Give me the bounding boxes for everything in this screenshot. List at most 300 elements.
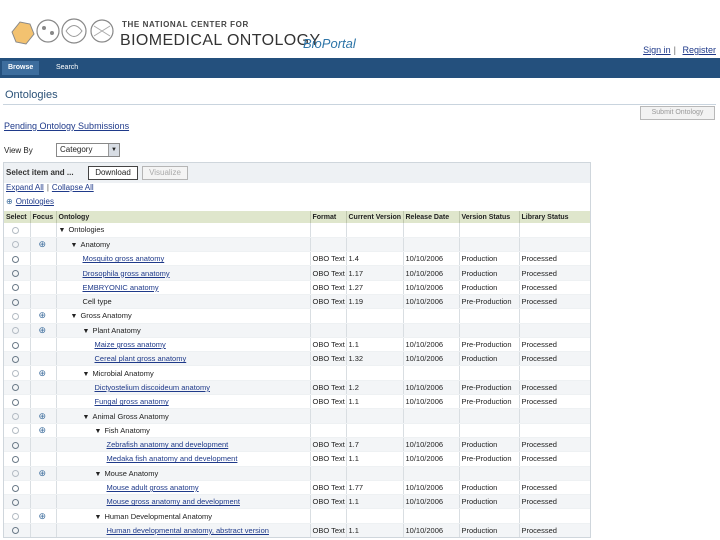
ncbo-logo-icon	[8, 14, 116, 48]
ontology-link[interactable]: Mouse gross anatomy and development	[106, 497, 240, 507]
select-cell	[4, 337, 30, 351]
release-date-cell: 10/10/2006	[403, 352, 459, 366]
focus-cell	[30, 294, 56, 308]
release-date-cell	[403, 366, 459, 380]
focus-cell	[30, 423, 56, 437]
focus-cell	[30, 323, 56, 337]
ontology-cell	[56, 266, 310, 280]
select-radio[interactable]	[12, 470, 19, 477]
version-cell: 1.27	[346, 280, 403, 294]
version-status-cell: Production	[459, 280, 519, 294]
version-cell: 1.17	[346, 266, 403, 280]
version-cell	[346, 223, 403, 237]
version-cell	[346, 309, 403, 323]
version-status-cell	[459, 466, 519, 480]
select-cell	[4, 280, 30, 294]
link-separator: |	[673, 45, 676, 55]
version-cell	[346, 323, 403, 337]
library-status-cell	[519, 237, 591, 251]
version-status-cell: Production	[459, 252, 519, 266]
select-radio[interactable]	[12, 284, 19, 291]
select-cell	[4, 395, 30, 409]
release-date-cell: 10/10/2006	[403, 523, 459, 537]
version-status-cell: Pre-Production	[459, 395, 519, 409]
ontology-cell	[56, 337, 310, 351]
select-radio[interactable]	[12, 313, 19, 320]
select-cell	[4, 466, 30, 480]
format-cell: OBO Text	[310, 294, 346, 308]
category-label: Cell type	[82, 297, 112, 307]
column-header: Format	[310, 211, 346, 223]
ontology-link[interactable]: Human developmental anatomy, abstract version	[106, 525, 269, 535]
format-cell	[310, 323, 346, 337]
library-status-cell: Processed	[519, 294, 591, 308]
select-radio[interactable]	[12, 384, 19, 391]
library-status-cell: Processed	[519, 437, 591, 451]
column-header: Current Version	[346, 211, 403, 223]
table-row[interactable]	[4, 323, 591, 337]
ontology-cell	[56, 509, 310, 523]
table-row[interactable]	[4, 337, 591, 351]
library-status-cell	[519, 309, 591, 323]
version-status-cell	[459, 309, 519, 323]
version-cell: 1.4	[346, 252, 403, 266]
library-status-cell: Processed	[519, 480, 591, 494]
version-status-cell	[459, 423, 519, 437]
format-cell: OBO Text	[310, 252, 346, 266]
format-cell	[310, 237, 346, 251]
select-cell	[4, 409, 30, 423]
ontology-link[interactable]: Maize gross anatomy	[94, 340, 166, 350]
expand-triangle-icon[interactable]: ▼	[70, 313, 78, 321]
table-row[interactable]	[4, 480, 591, 494]
ontology-cell	[56, 252, 310, 266]
select-cell	[4, 366, 30, 380]
focus-cell	[30, 480, 56, 494]
version-status-cell: Production	[459, 352, 519, 366]
format-cell: OBO Text	[310, 495, 346, 509]
focus-cell	[30, 452, 56, 466]
release-date-cell: 10/10/2006	[403, 437, 459, 451]
version-cell: 1.19	[346, 294, 403, 308]
column-header: Select	[4, 211, 30, 223]
focus-cell	[30, 380, 56, 394]
ontology-link[interactable]: Drosophila gross anatomy	[82, 268, 170, 278]
column-header: Version Status	[459, 211, 519, 223]
format-cell: OBO Text	[310, 395, 346, 409]
version-cell: 1.1	[346, 523, 403, 537]
version-cell: 1.1	[346, 452, 403, 466]
ontology-cell	[56, 323, 310, 337]
select-radio[interactable]	[12, 399, 19, 406]
version-status-cell	[459, 409, 519, 423]
version-cell	[346, 423, 403, 437]
focus-icon[interactable]: ⊕	[38, 310, 47, 321]
release-date-cell: 10/10/2006	[403, 280, 459, 294]
format-cell	[310, 423, 346, 437]
select-radio[interactable]	[12, 456, 19, 463]
focus-cell	[30, 366, 56, 380]
table-row[interactable]	[4, 309, 591, 323]
version-cell	[346, 237, 403, 251]
focus-cell	[30, 352, 56, 366]
focus-cell	[30, 466, 56, 480]
focus-cell	[30, 280, 56, 294]
version-status-cell: Pre-Production	[459, 380, 519, 394]
ontology-cell	[56, 495, 310, 509]
version-status-cell: Production	[459, 266, 519, 280]
expand-triangle-icon[interactable]: ▼	[94, 470, 102, 478]
format-cell: OBO Text	[310, 352, 346, 366]
column-header: Focus	[30, 211, 56, 223]
select-cell	[4, 437, 30, 451]
table-row[interactable]	[4, 294, 591, 308]
release-date-cell	[403, 309, 459, 323]
select-cell	[4, 237, 30, 251]
focus-cell	[30, 266, 56, 280]
ontology-cell	[56, 223, 310, 237]
breadcrumb	[6, 197, 54, 209]
format-cell: OBO Text	[310, 452, 346, 466]
panel-toolbar	[4, 163, 591, 183]
column-header: Ontology	[56, 211, 310, 223]
format-cell: OBO Text	[310, 523, 346, 537]
select-cell	[4, 380, 30, 394]
table-row[interactable]	[4, 252, 591, 266]
format-cell	[310, 366, 346, 380]
select-radio[interactable]	[12, 227, 19, 234]
ontology-link[interactable]: EMBRYONIC anatomy	[82, 282, 159, 292]
table-row[interactable]	[4, 409, 591, 423]
focus-icon[interactable]: ⊕	[38, 324, 47, 335]
table-row[interactable]	[4, 423, 591, 437]
select-radio[interactable]	[12, 270, 19, 277]
sign-in-link[interactable]: Sign in	[643, 45, 671, 55]
select-radio[interactable]	[12, 527, 19, 534]
library-status-cell: Processed	[519, 452, 591, 466]
expand-triangle-icon[interactable]: ▼	[58, 227, 66, 235]
select-radio[interactable]	[12, 370, 19, 377]
select-cell	[4, 509, 30, 523]
user-links	[639, 45, 716, 55]
category-label: Plant Anatomy	[92, 325, 141, 335]
table-row[interactable]	[4, 523, 591, 537]
focus-icon[interactable]: ⊕	[38, 467, 47, 478]
table-header-row	[4, 211, 591, 223]
category-label: Microbial Anatomy	[92, 368, 154, 378]
title-divider	[3, 104, 716, 105]
ontology-link[interactable]: Cereal plant gross anatomy	[94, 354, 187, 364]
ontology-link[interactable]: Zebrafish anatomy and development	[106, 440, 229, 450]
ontology-cell	[56, 409, 310, 423]
library-status-cell: Processed	[519, 380, 591, 394]
select-radio[interactable]	[12, 342, 19, 349]
release-date-cell: 10/10/2006	[403, 337, 459, 351]
version-cell	[346, 466, 403, 480]
expand-triangle-icon[interactable]: ▼	[94, 513, 102, 521]
format-cell	[310, 466, 346, 480]
version-cell	[346, 509, 403, 523]
focus-icon[interactable]: ⊕	[38, 424, 47, 435]
focus-icon: ⊕	[6, 197, 13, 206]
focus-icon[interactable]: ⊕	[38, 238, 47, 249]
chevron-down-icon: ▼	[108, 144, 119, 156]
select-radio[interactable]	[12, 442, 19, 449]
focus-cell	[30, 437, 56, 451]
table-row[interactable]	[4, 452, 591, 466]
expand-triangle-icon[interactable]: ▼	[82, 413, 90, 421]
ontology-link[interactable]: Fungal gross anatomy	[94, 397, 169, 407]
library-status-cell: Processed	[519, 252, 591, 266]
ontology-cell	[56, 480, 310, 494]
focus-cell	[30, 309, 56, 323]
select-cell	[4, 294, 30, 308]
breadcrumb-ontologies[interactable]: Ontologies	[15, 197, 54, 206]
version-status-cell	[459, 237, 519, 251]
nav-bar	[0, 58, 720, 78]
expand-triangle-icon[interactable]: ▼	[94, 427, 102, 435]
table-row[interactable]	[4, 395, 591, 409]
library-status-cell	[519, 509, 591, 523]
submit-ontology-button[interactable]: Submit Ontology	[640, 106, 715, 120]
view-by-label: View By	[4, 146, 33, 155]
format-cell: OBO Text	[310, 437, 346, 451]
category-label: Ontologies	[68, 225, 105, 235]
table-row[interactable]	[4, 495, 591, 509]
release-date-cell: 10/10/2006	[403, 266, 459, 280]
table-row[interactable]	[4, 437, 591, 451]
expand-triangle-icon[interactable]: ▼	[70, 241, 78, 249]
ontology-link[interactable]: Mouse adult gross anatomy	[106, 482, 199, 492]
ontology-cell	[56, 309, 310, 323]
collapse-all-link[interactable]: Collapse All	[51, 183, 94, 192]
table-row[interactable]	[4, 237, 591, 251]
version-cell: 1.32	[346, 352, 403, 366]
version-status-cell: Production	[459, 480, 519, 494]
library-status-cell: Processed	[519, 495, 591, 509]
table-row[interactable]	[4, 509, 591, 523]
version-status-cell	[459, 223, 519, 237]
library-status-cell: Processed	[519, 352, 591, 366]
release-date-cell	[403, 237, 459, 251]
select-cell	[4, 423, 30, 437]
version-cell: 1.1	[346, 337, 403, 351]
release-date-cell: 10/10/2006	[403, 380, 459, 394]
view-by-value: Category	[60, 145, 93, 154]
table-row[interactable]	[4, 380, 591, 394]
ontology-link[interactable]: Mosquito gross anatomy	[82, 254, 165, 264]
select-cell	[4, 323, 30, 337]
release-date-cell: 10/10/2006	[403, 495, 459, 509]
version-status-cell	[459, 323, 519, 337]
ontology-cell	[56, 237, 310, 251]
select-radio[interactable]	[12, 513, 19, 520]
release-date-cell	[403, 423, 459, 437]
focus-cell	[30, 509, 56, 523]
version-cell: 1.2	[346, 380, 403, 394]
focus-cell	[30, 395, 56, 409]
table-row[interactable]	[4, 223, 591, 237]
version-status-cell	[459, 366, 519, 380]
version-cell	[346, 366, 403, 380]
expand-all-link[interactable]: Expand All	[6, 183, 44, 192]
select-radio[interactable]	[12, 427, 19, 434]
release-date-cell	[403, 509, 459, 523]
select-cell	[4, 309, 30, 323]
focus-cell	[30, 252, 56, 266]
tab-browse[interactable]: Browse	[2, 61, 39, 75]
version-cell: 1.77	[346, 480, 403, 494]
library-status-cell: Processed	[519, 395, 591, 409]
download-button[interactable]: Download	[88, 166, 138, 180]
focus-icon[interactable]: ⊕	[38, 510, 47, 521]
release-date-cell: 10/10/2006	[403, 480, 459, 494]
select-cell	[4, 266, 30, 280]
tab-search[interactable]: Search	[56, 64, 79, 71]
ontology-link[interactable]: Medaka fish anatomy and development	[106, 454, 238, 464]
table-row[interactable]	[4, 366, 591, 380]
library-status-cell	[519, 409, 591, 423]
ontology-cell	[56, 423, 310, 437]
select-radio[interactable]	[12, 485, 19, 492]
library-status-cell	[519, 223, 591, 237]
version-status-cell: Pre-Production	[459, 294, 519, 308]
library-status-cell	[519, 466, 591, 480]
select-radio[interactable]	[12, 356, 19, 363]
select-cell	[4, 223, 30, 237]
category-label: Gross Anatomy	[80, 311, 132, 321]
release-date-cell	[403, 466, 459, 480]
ontology-link[interactable]: Dictyostelium discoideum anatomy	[94, 382, 210, 392]
table-row[interactable]	[4, 280, 591, 294]
format-cell	[310, 509, 346, 523]
release-date-cell	[403, 223, 459, 237]
pending-submissions-link[interactable]: Pending Ontology Submissions	[4, 121, 130, 131]
site-header	[0, 0, 720, 58]
focus-cell	[30, 523, 56, 537]
ontology-cell	[56, 280, 310, 294]
select-radio[interactable]	[12, 499, 19, 506]
release-date-cell	[403, 409, 459, 423]
view-by-select[interactable]	[56, 143, 120, 157]
version-cell: 1.1	[346, 395, 403, 409]
focus-icon[interactable]: ⊕	[38, 410, 47, 421]
format-cell: OBO Text	[310, 380, 346, 394]
version-status-cell: Pre-Production	[459, 337, 519, 351]
select-cell	[4, 252, 30, 266]
format-cell: OBO Text	[310, 280, 346, 294]
focus-cell	[30, 337, 56, 351]
column-header: Library Status	[519, 211, 591, 223]
ontology-cell	[56, 294, 310, 308]
version-status-cell	[459, 509, 519, 523]
ontology-cell	[56, 523, 310, 537]
version-status-cell: Production	[459, 523, 519, 537]
select-cell	[4, 480, 30, 494]
ontology-table	[4, 211, 591, 538]
select-radio[interactable]	[12, 299, 19, 306]
release-date-cell: 10/10/2006	[403, 395, 459, 409]
select-radio[interactable]	[12, 241, 19, 248]
format-cell: OBO Text	[310, 266, 346, 280]
library-status-cell: Processed	[519, 337, 591, 351]
format-cell	[310, 309, 346, 323]
expand-triangle-icon[interactable]: ▼	[82, 327, 90, 335]
table-row[interactable]	[4, 352, 591, 366]
page-title: Ontologies	[5, 89, 58, 101]
category-label: Animal Gross Anatomy	[92, 411, 169, 421]
table-row[interactable]	[4, 466, 591, 480]
format-cell	[310, 409, 346, 423]
ontology-cell	[56, 352, 310, 366]
focus-cell	[30, 237, 56, 251]
expand-triangle-icon[interactable]: ▼	[82, 370, 90, 378]
expand-separator: |	[46, 183, 49, 192]
version-status-cell: Production	[459, 495, 519, 509]
select-radio[interactable]	[12, 413, 19, 420]
category-label: Mouse Anatomy	[104, 468, 159, 478]
category-label: Anatomy	[80, 239, 111, 249]
select-cell	[4, 452, 30, 466]
version-cell: 1.7	[346, 437, 403, 451]
ontology-cell	[56, 395, 310, 409]
library-status-cell: Processed	[519, 266, 591, 280]
table-row[interactable]	[4, 266, 591, 280]
format-cell: OBO Text	[310, 337, 346, 351]
version-status-cell: Production	[459, 437, 519, 451]
focus-cell	[30, 409, 56, 423]
library-status-cell	[519, 366, 591, 380]
product-name: BioPortal	[303, 36, 356, 51]
format-cell: OBO Text	[310, 480, 346, 494]
visualize-button[interactable]: Visualize	[142, 166, 188, 180]
org-name-line2: BIOMEDICAL ONTOLOGY	[120, 32, 321, 49]
version-cell	[346, 409, 403, 423]
register-link[interactable]: Register	[682, 45, 716, 55]
library-status-cell: Processed	[519, 280, 591, 294]
library-status-cell	[519, 323, 591, 337]
ontology-cell	[56, 452, 310, 466]
select-cell	[4, 352, 30, 366]
release-date-cell: 10/10/2006	[403, 252, 459, 266]
focus-icon[interactable]: ⊕	[38, 367, 47, 378]
select-radio[interactable]	[12, 327, 19, 334]
ontology-cell	[56, 437, 310, 451]
ontology-cell	[56, 380, 310, 394]
select-cell	[4, 495, 30, 509]
expand-collapse-row	[6, 183, 94, 195]
ontology-cell	[56, 366, 310, 380]
category-label: Fish Anatomy	[104, 425, 150, 435]
focus-cell	[30, 495, 56, 509]
toolbar-label: Select item and ...	[6, 168, 74, 177]
column-header: Release Date	[403, 211, 459, 223]
release-date-cell	[403, 323, 459, 337]
category-label: Human Developmental Anatomy	[104, 511, 212, 521]
ontology-cell	[56, 466, 310, 480]
focus-cell	[30, 223, 56, 237]
version-cell: 1.1	[346, 495, 403, 509]
table-body	[4, 223, 591, 538]
select-radio[interactable]	[12, 256, 19, 263]
ontology-panel	[3, 162, 591, 538]
release-date-cell: 10/10/2006	[403, 452, 459, 466]
release-date-cell: 10/10/2006	[403, 294, 459, 308]
library-status-cell: Processed	[519, 523, 591, 537]
format-cell	[310, 223, 346, 237]
org-name-line1: THE NATIONAL CENTER FOR	[122, 20, 249, 29]
version-status-cell: Pre-Production	[459, 452, 519, 466]
